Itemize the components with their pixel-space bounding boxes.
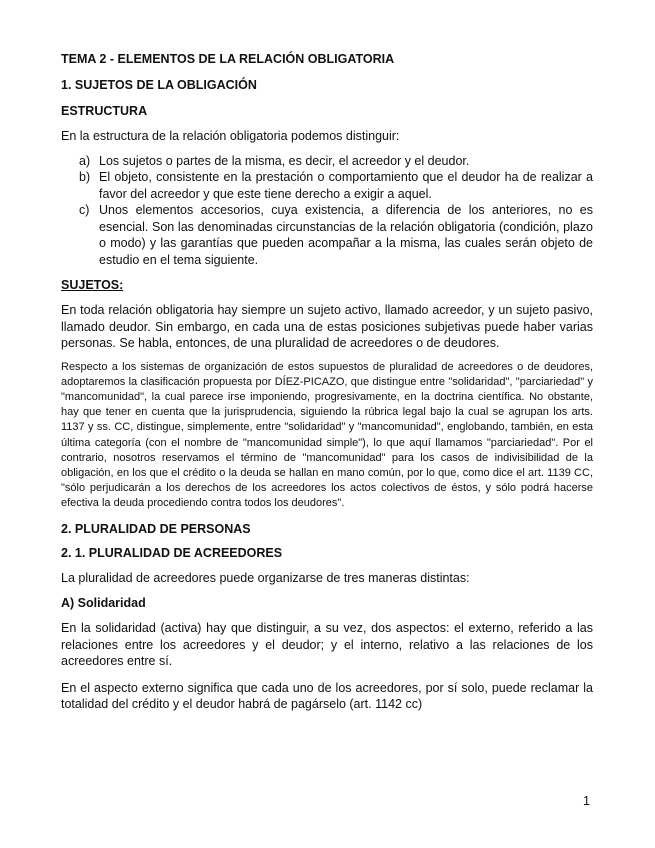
elements-list bbox=[61, 153, 593, 269]
paragraph-solidaridad: En la solidaridad (activa) hay que distinguir, a su vez, dos aspectos: el externo, referido a las relaciones entre los acreedores y el deudor; y el interno, relativo a las relaciones de los acreedores entre sí. bbox=[61, 621, 593, 669]
list-marker: c) bbox=[79, 203, 90, 217]
list-item bbox=[61, 202, 593, 268]
subsection-heading-acreedores: 2. 1. PLURALIDAD DE ACREEDORES bbox=[61, 545, 283, 560]
heading-sujetos: SUJETOS: bbox=[61, 278, 124, 292]
paragraph-sistemas: Respecto a los sistemas de organización de estos supuestos de pluralidad de acreedores o de deudores, adoptaremos la clasificación propuesta por DÍEZ-PICAZO, que distingue entre "solidaridad", "parciariedad" y "mancomunidad", la cual parece irse imponiendo, progresivamente, en la doctrina científica. No obstante, hay que tener en cuenta que la jurisprudencia, siguiendo la rúbrica legal bajo la cual se agrupan los arts. 1137 y ss. CC, distingue, simplemente, entre "solidaridad" y "mancomunidad", englobando, también, en esta última categoría (con el nombre de "mancomunidad simple"), lo que aquí llamamos "parciariedad". Por el contrario, nosotros reservamos el término de "mancomunidad" para los casos de indivisibilidad de la obligación, en los que el crédito o la deuda se hallan en mano común, por lo que, como dice el art. 1139 CC, "sólo perjudicarán a los derechos de los acreedores los actos colectivos de éstos, y sólo podrá hacerse efectiva la deuda procediendo contra todos los deudores". bbox=[61, 360, 593, 510]
heading-estructura: ESTRUCTURA bbox=[61, 104, 148, 118]
list-item bbox=[61, 153, 593, 170]
paragraph-sujetos: En toda relación obligatoria hay siempre un sujeto activo, llamado acreedor, y un sujeto pasivo, llamado deudor. Sin embargo, en cada una de estas posiciones subjetivas puede haber varias personas. Se habla, entonces, de una pluralidad de acreedores o de deudores. bbox=[61, 303, 593, 350]
document-page bbox=[61, 52, 593, 713]
section-heading-pluralidad: 2. PLURALIDAD DE PERSONAS bbox=[61, 521, 251, 536]
list-item-text: Unos elementos accesorios, cuya existencia, a diferencia de los anteriores, no es esencial. Son las denominadas circunstancias de la relación obligatoria (condición, plazo o modo) y las garantías que pueden acompañar a la misma, las cuales serán objeto de estudio en el tema siguiente. bbox=[99, 203, 593, 267]
intro-paragraph: En la estructura de la relación obligatoria podemos distinguir: bbox=[61, 129, 400, 143]
list-item-text: El objeto, consistente en la prestación o comportamiento que el deudor ha de realizar a favor del acreedor y que este tiene derecho a exigir a aquel. bbox=[99, 170, 593, 201]
list-marker: b) bbox=[79, 170, 91, 184]
list-item-text: Los sujetos o partes de la misma, es decir, el acreedor y el deudor. bbox=[99, 153, 470, 168]
heading-solidaridad: A) Solidaridad bbox=[61, 596, 146, 611]
page-number: 1 bbox=[583, 794, 590, 808]
paragraph-pluralidad: La pluralidad de acreedores puede organizarse de tres maneras distintas: bbox=[61, 570, 470, 585]
paragraph-aspecto-externo: En el aspecto externo significa que cada uno de los acreedores, por sí solo, puede reclamar la totalidad del crédito y el deudor habrá de pagárselo (art. 1142 cc) bbox=[61, 680, 593, 712]
section-heading-sujetos: 1. SUJETOS DE LA OBLIGACIÓN bbox=[61, 78, 257, 92]
document-title: TEMA 2 - ELEMENTOS DE LA RELACIÓN OBLIGATORIA bbox=[61, 52, 395, 66]
list-marker: a) bbox=[79, 153, 91, 168]
list-item bbox=[61, 169, 593, 202]
